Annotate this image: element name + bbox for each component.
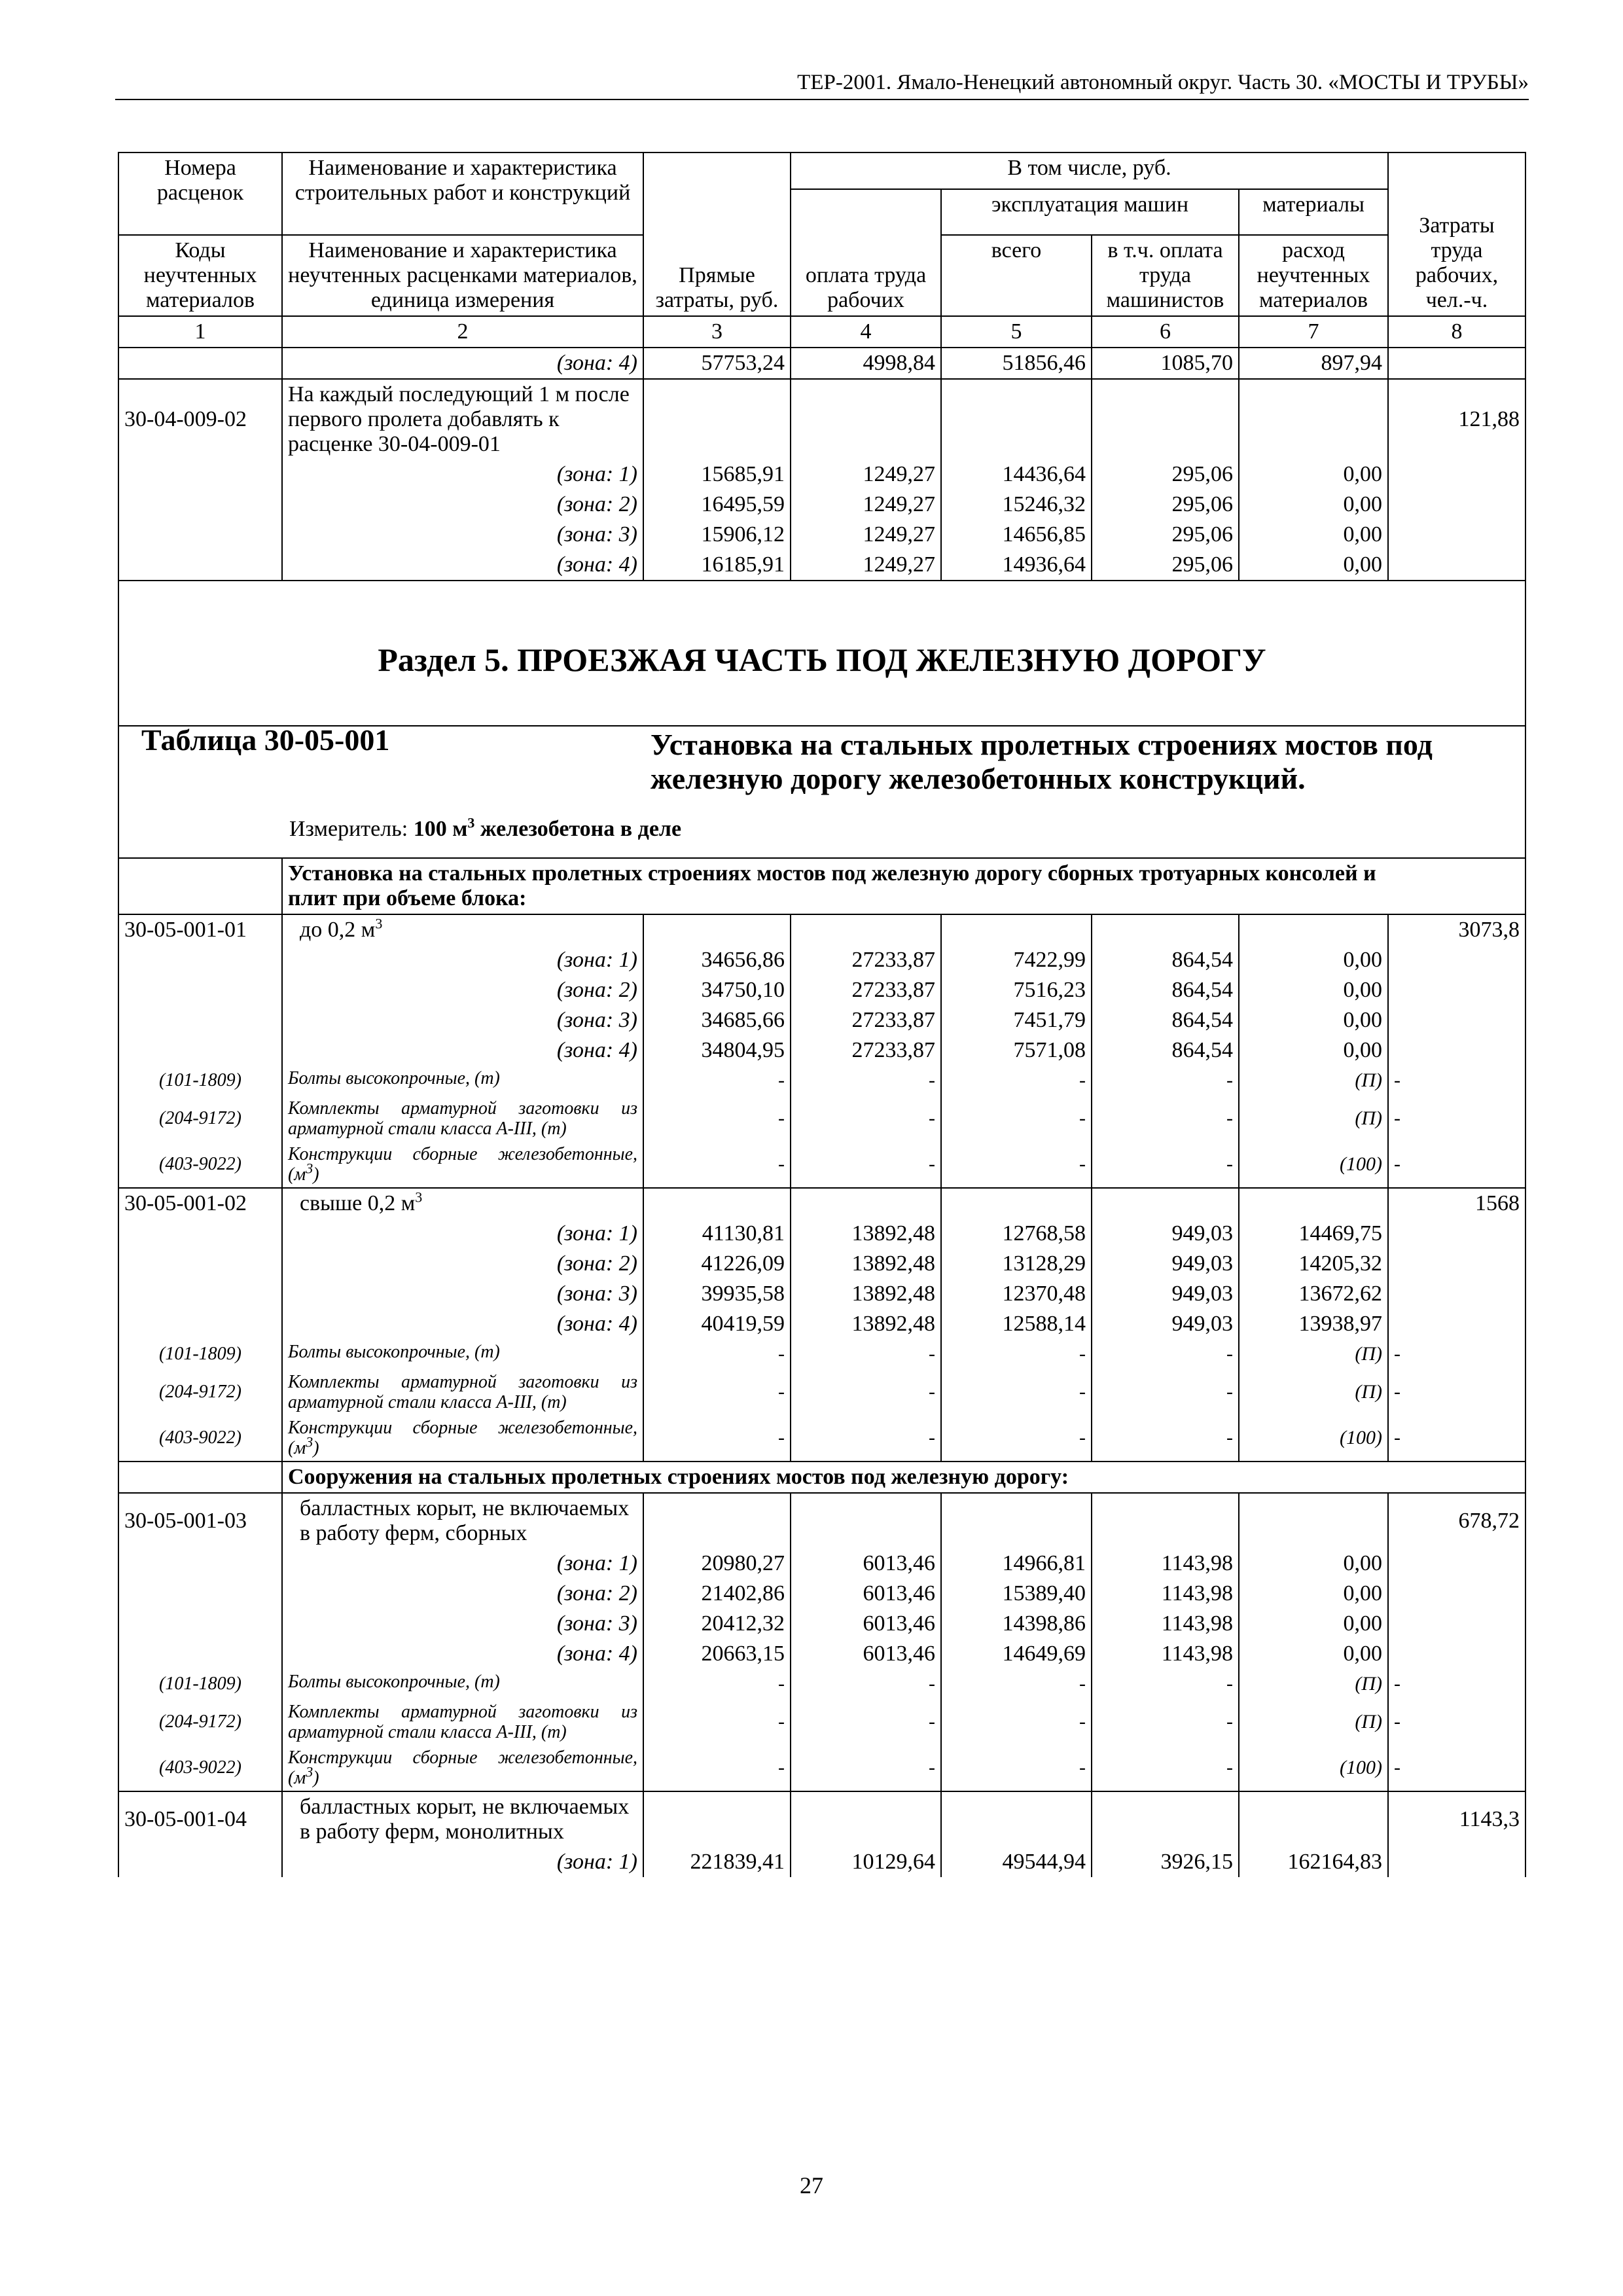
material-consumption: (П) [1239,1699,1388,1745]
material-name: Конструкции сборные железобетонные, $(м^3)$ [282,1415,643,1462]
col-number: 8 [1388,316,1525,348]
cell-materials: 0,00 [1239,1549,1388,1579]
cell-machines-labor: 1143,98 [1092,1549,1239,1579]
zone-label: (зона: 3) [282,1005,643,1035]
table-row [118,914,1525,945]
cell-machines: 7422,99 [941,945,1092,975]
material-row: (101-1809) Болты высокопрочные, (т) - - - - (П) - [118,1339,1525,1369]
cell-machines: 14656,85 [941,520,1092,550]
table-row [118,1847,1525,1877]
zone-label: (зона: 1) [282,945,643,975]
table-title: Установка на стальных пролетных строениях мостов под железную дорогу железобетонных конструкций. [651,728,1433,795]
cell-machines: 7571,08 [941,1035,1092,1066]
material-name: Болты высокопрочные, (т) [282,1066,643,1096]
cell-machines: 13128,29 [941,1249,1092,1279]
cell-machines: 7451,79 [941,1005,1092,1035]
material-row: (204-9172) Комплекты арматурной заготовки из арматурной стали класса А-III, (т) - - - - (П) - [118,1369,1525,1415]
material-consumption: (П) [1239,1669,1388,1699]
cell-direct: 34656,86 [643,945,791,975]
col-materials-header: материалы [1239,189,1388,235]
cell-machines-labor: 949,03 [1092,1309,1239,1339]
col-labor-header: Затраты труда рабочих, чел.-ч. [1388,152,1525,316]
cell-materials: 13672,62 [1239,1279,1388,1309]
zone-label: (зона: 1) [282,459,643,490]
col-number: 2 [282,316,643,348]
cell-labor-pay: 6013,46 [791,1549,941,1579]
material-name: Комплекты арматурной заготовки из арматурной стали класса А-III, (т) [282,1699,643,1745]
cell-materials: 0,00 [1239,975,1388,1005]
zone-label: (зона: 2) [282,1249,643,1279]
cell-direct: 16495,59 [643,490,791,520]
table-row [118,490,1525,520]
material-consumption: (П) [1239,1369,1388,1415]
table-row [118,1791,1525,1847]
zone-label: (зона: 2) [282,975,643,1005]
cell-labor-pay: 13892,48 [791,1309,941,1339]
cell-labor-pay: 6013,46 [791,1579,941,1609]
labor-cost: 121,88 [1388,379,1525,459]
col-number: 5 [941,316,1092,348]
cell-materials: 897,94 [1239,348,1388,379]
col-number: 6 [1092,316,1239,348]
table-row [118,1249,1525,1279]
rate-name: На каждый последующий 1 м после первого пролета добавлять к расценке 30-04-009-01 [282,379,643,459]
cell-machines-labor: 1143,98 [1092,1579,1239,1609]
table-row [118,1279,1525,1309]
material-row: (204-9172) Комплекты арматурной заготовки из арматурной стали класса А-III, (т) - - - - (П) - [118,1699,1525,1745]
cell-labor-pay: 13892,48 [791,1219,941,1249]
material-row: (403-9022) Конструкции сборные железобетонные, $(м^3)$ - - - - (100) - [118,1745,1525,1791]
table-row [118,459,1525,490]
cell-materials: 0,00 [1239,550,1388,581]
material-code: (403-9022) [118,1141,282,1188]
col-name-header: Наименование и характеристика строительных работ и конструкций [282,152,643,235]
cell-labor-pay: 13892,48 [791,1249,941,1279]
cell-machines-labor: 864,54 [1092,945,1239,975]
cell-materials: 0,00 [1239,1035,1388,1066]
col-codes-subheader: Коды неучтенных материалов [118,235,282,316]
rate-code: 30-05-001-02 [118,1188,282,1219]
table-row [118,550,1525,581]
table-row [118,1493,1525,1549]
col-number: 1 [118,316,282,348]
cell-materials: 0,00 [1239,1579,1388,1609]
zone-label: (зона: 4) [282,1309,643,1339]
cell-direct: 15906,12 [643,520,791,550]
rate-name: балластных корыт, не включаемых в работу ферм, сборных [282,1493,643,1549]
rate-code: 30-05-001-04 [118,1791,282,1847]
cell-labor-pay: 27233,87 [791,1005,941,1035]
cell-direct: 40419,59 [643,1309,791,1339]
table-row [118,520,1525,550]
cell-machines-labor: 864,54 [1092,975,1239,1005]
material-consumption: (П) [1239,1066,1388,1096]
cell-machines-labor: 3926,15 [1092,1847,1239,1877]
table-row [118,1188,1525,1219]
zone-label: (зона: 1) [282,1549,643,1579]
cell-direct: 34750,10 [643,975,791,1005]
cell-machines-labor: 949,03 [1092,1279,1239,1309]
cell-direct: 20663,15 [643,1639,791,1669]
material-row: (101-1809) Болты высокопрочные, (т) - - - - (П) - [118,1066,1525,1096]
material-code: (204-9172) [118,1699,282,1745]
cell-machines-labor: 295,06 [1092,550,1239,581]
group-heading: Сооружения на стальных пролетных строениях мостов под железную дорогу: [282,1462,1388,1493]
table-number: Таблица 30-05-001 [141,723,390,757]
col-machines-labor-header: в т.ч. оплата труда машинистов [1092,235,1239,316]
cell-direct: 20412,32 [643,1609,791,1639]
page-number: 27 [800,2172,823,2198]
zone-label: (зона: 4) [282,1639,643,1669]
material-code: (204-9172) [118,1096,282,1141]
table-row [118,1309,1525,1339]
rates-table [118,152,1526,1877]
material-name: Болты высокопрочные, (т) [282,1669,643,1699]
table-row [118,1219,1525,1249]
table-unit: Измеритель: 100 $м^3$ железобетона в деле [289,814,682,841]
cell-labor-pay: 1249,27 [791,490,941,520]
table-row [118,1005,1525,1035]
cell-machines: 49544,94 [941,1847,1092,1877]
zone-label: (зона: 1) [282,1219,643,1249]
cell-machines-labor: 949,03 [1092,1249,1239,1279]
material-code: (101-1809) [118,1339,282,1369]
cell-labor-pay: 1249,27 [791,459,941,490]
rate-code: 30-05-001-01 [118,914,282,945]
table-row [118,379,1525,459]
material-name: Комплекты арматурной заготовки из арматурной стали класса А-III, (т) [282,1369,643,1415]
cell-machines: 7516,23 [941,975,1092,1005]
cell-machines-labor: 864,54 [1092,1005,1239,1035]
rate-name: балластных корыт, не включаемых в работу ферм, монолитных [282,1791,643,1847]
material-name: Конструкции сборные железобетонные, $(м^3)$ [282,1141,643,1188]
rate-code: 30-05-001-03 [118,1493,282,1549]
cell-direct: 20980,27 [643,1549,791,1579]
cell-materials: 0,00 [1239,945,1388,975]
zone-label: (зона: 3) [282,1279,643,1309]
cell-direct: 15685,91 [643,459,791,490]
table-row [118,1639,1525,1669]
material-code: (204-9172) [118,1369,282,1415]
cell-machines: 14649,69 [941,1639,1092,1669]
cell-machines: 12768,58 [941,1219,1092,1249]
cell-direct: 16185,91 [643,550,791,581]
labor-cost: 1143,3 [1388,1791,1525,1847]
cell-machines: 12588,14 [941,1309,1092,1339]
table-title-block [119,723,1525,857]
cell-labor-pay: 27233,87 [791,1035,941,1066]
cell-machines-labor: 1085,70 [1092,348,1239,379]
material-consumption: (100) [1239,1141,1388,1188]
cell-machines: 14436,64 [941,459,1092,490]
cell-labor-pay: 13892,48 [791,1279,941,1309]
cell-machines: 14936,64 [941,550,1092,581]
material-consumption: (100) [1239,1745,1388,1791]
cell-materials: 14205,32 [1239,1249,1388,1279]
material-code: (403-9022) [118,1415,282,1462]
material-row: (101-1809) Болты высокопрочные, (т) - - - - (П) - [118,1669,1525,1699]
material-consumption: (П) [1239,1096,1388,1141]
cell-labor-pay: 1249,27 [791,550,941,581]
cell-direct: 34804,95 [643,1035,791,1066]
cell-direct: 221839,41 [643,1847,791,1877]
cell-machines-labor: 1143,98 [1092,1639,1239,1669]
cell-labor-pay: 27233,87 [791,945,941,975]
cell-labor-pay: 10129,64 [791,1847,941,1877]
cell-machines: 15389,40 [941,1579,1092,1609]
col-machines-header: эксплуатация машин [941,189,1239,235]
zone-label: (зона: 1) [282,1847,643,1877]
cell-materials: 0,00 [1239,1005,1388,1035]
zone-label: (зона: 4) [282,348,643,379]
cell-materials: 0,00 [1239,459,1388,490]
cell-materials: 0,00 [1239,1639,1388,1669]
material-name: Комплекты арматурной заготовки из арматурной стали класса А-III, (т) [282,1096,643,1141]
cell-machines-labor: 949,03 [1092,1219,1239,1249]
labor-cost: 1568 [1388,1188,1525,1219]
cell-labor-pay: 1249,27 [791,520,941,550]
table-row [118,945,1525,975]
col-direct-header: Прямые затраты, руб. [643,152,791,316]
cell-labor-pay: 27233,87 [791,975,941,1005]
col-number: 7 [1239,316,1388,348]
cell-materials: 0,00 [1239,490,1388,520]
table-row [118,1579,1525,1609]
rate-name: до 0,2 $м^3$ [282,914,643,945]
material-row: (403-9022) Конструкции сборные железобетонные, $(м^3)$ - - - - (100) - [118,1415,1525,1462]
col-number: 4 [791,316,941,348]
cell-direct: 41226,09 [643,1249,791,1279]
zone-label: (зона: 2) [282,1579,643,1609]
cell-machines-labor: 864,54 [1092,1035,1239,1066]
cell-machines: 15246,32 [941,490,1092,520]
zone-label: (зона: 4) [282,550,643,581]
zone-label: (зона: 3) [282,1609,643,1639]
cell-direct: 34685,66 [643,1005,791,1035]
table-row [118,1609,1525,1639]
cell-materials: 162164,83 [1239,1847,1388,1877]
cell-direct: 39935,58 [643,1279,791,1309]
cell-materials: 0,00 [1239,520,1388,550]
zone-label: (зона: 2) [282,490,643,520]
cell-machines: 12370,48 [941,1279,1092,1309]
cell-direct: 41130,81 [643,1219,791,1249]
cell-labor-pay: 6013,46 [791,1609,941,1639]
cell-machines: 14966,81 [941,1549,1092,1579]
material-name: Конструкции сборные железобетонные, $(м^3)$ [282,1745,643,1791]
col-machines-total-header: всего [941,235,1092,316]
material-consumption: (100) [1239,1415,1388,1462]
col-name-subheader: Наименование и характеристика неучтенных расценками материалов, единица измерения [282,235,643,316]
material-code: (403-9022) [118,1745,282,1791]
table-row [118,1549,1525,1579]
material-row: (403-9022) Конструкции сборные железобетонные, $(м^3)$ - - - - (100) - [118,1141,1525,1188]
col-number: 3 [643,316,791,348]
cell-direct: 57753,24 [643,348,791,379]
cell-machines-labor: 295,06 [1092,520,1239,550]
material-code: (101-1809) [118,1066,282,1096]
cell-materials: 13938,97 [1239,1309,1388,1339]
table-row [118,1035,1525,1066]
cell-machines: 51856,46 [941,348,1092,379]
cell-materials: 14469,75 [1239,1219,1388,1249]
cell-machines-labor: 295,06 [1092,459,1239,490]
material-consumption: (П) [1239,1339,1388,1369]
rate-name: свыше 0,2 $м^3$ [282,1188,643,1219]
col-codes-header: Номера расценок [118,152,282,235]
cell-labor-pay: 6013,46 [791,1639,941,1669]
col-including-header: В том числе, руб. [791,152,1388,189]
cell-direct: 21402,86 [643,1579,791,1609]
labor-cost: 678,72 [1388,1493,1525,1549]
table-row [118,975,1525,1005]
zone-label: (зона: 4) [282,1035,643,1066]
col-materials-subheader: расход неучтенных материалов [1239,235,1388,316]
table-row [118,348,1525,379]
cell-machines-labor: 1143,98 [1092,1609,1239,1639]
cell-machines-labor: 295,06 [1092,490,1239,520]
group-heading: Установка на стальных пролетных строениях мостов под железную дорогу сборных тротуарных консолей и плит при объеме блока: [282,858,1388,914]
running-header: ТЕР-2001. Ямало-Ненецкий автономный округ. Часть 30. «МОСТЫ И ТРУБЫ» [115,71,1529,100]
col-labor-pay-header: оплата труда рабочих [791,189,941,316]
labor-cost: 3073,8 [1388,914,1525,945]
material-row: (204-9172) Комплекты арматурной заготовки из арматурной стали класса А-III, (т) - - - - (П) - [118,1096,1525,1141]
cell-labor-pay: 4998,84 [791,348,941,379]
material-name: Болты высокопрочные, (т) [282,1339,643,1369]
cell-machines: 14398,86 [941,1609,1092,1639]
cell-materials: 0,00 [1239,1609,1388,1639]
rate-code: 30-04-009-02 [118,379,282,459]
section-title: Раздел 5. ПРОЕЗЖАЯ ЧАСТЬ ПОД ЖЕЛЕЗНУЮ ДОРОГУ [118,581,1525,726]
zone-label: (зона: 3) [282,520,643,550]
material-code: (101-1809) [118,1669,282,1699]
